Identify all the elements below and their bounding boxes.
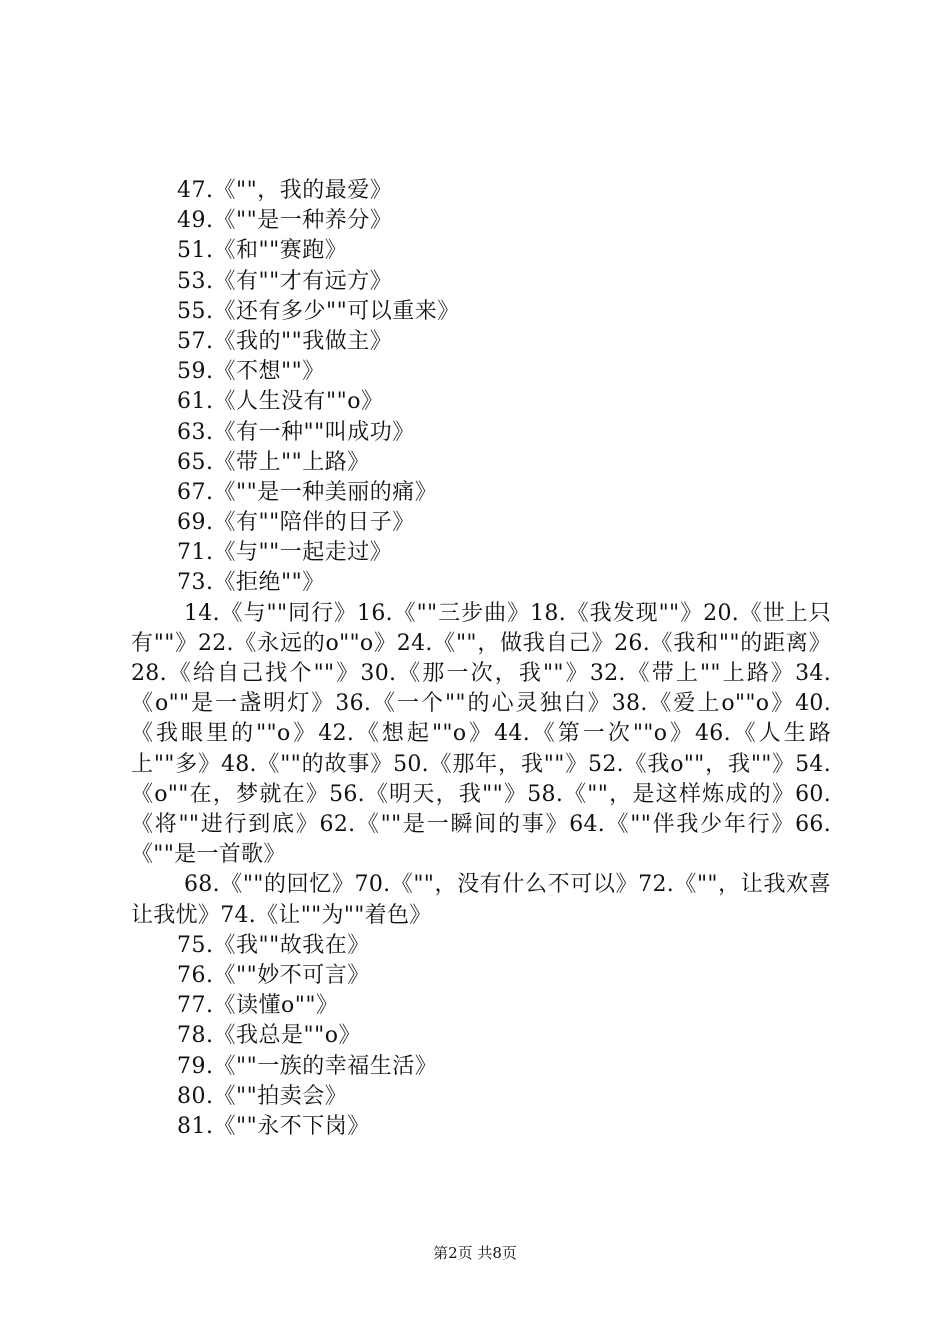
list-item: 47.《""，我的最爱》 (177, 178, 393, 203)
topic-list-top (131, 176, 831, 599)
list-item: 63.《有一种""叫成功》 (177, 419, 415, 445)
list-item: 69.《有""陪伴的日子》 (177, 510, 415, 536)
list-item: 78.《我总是""o》 (177, 1023, 361, 1049)
list-item: 49.《""是一种养分》 (177, 208, 393, 234)
topic-paragraph-2: 68.《""的回忆》70.《""，没有什么不可以》72.《""，让我欢喜让我忧》74.《让""为""着色》 (131, 872, 831, 928)
list-item: 51.《和""赛跑》 (177, 238, 348, 264)
list-item: 55.《还有多少""可以重来》 (177, 298, 460, 324)
list-item: 67.《""是一种美丽的痛》 (177, 479, 438, 505)
list-item: 65.《带上""上路》 (177, 449, 370, 475)
list-item: 80.《""拍卖会》 (177, 1083, 348, 1109)
page-footer: 第2页 共8页 (433, 1244, 517, 1262)
list-item: 57.《我的""我做主》 (177, 328, 393, 354)
list-item: 76.《""妙不可言》 (177, 963, 370, 989)
page-content (131, 176, 831, 1142)
topic-list-bottom (131, 931, 831, 1142)
list-item: 79.《""一族的幸福生活》 (177, 1053, 438, 1079)
list-item: 81.《""永不下岗》 (177, 1113, 370, 1139)
list-item: 77.《读懂o""》 (177, 993, 339, 1019)
topic-paragraph-1: 14.《与""同行》16.《""三步曲》18.《我发现""》20.《世上只有""》22.《永远的o""o》24.《""，做我自己》26.《我和""的距离》28.《给自己找个""》30.《那一次，我""》32.《带上""上路》34.《o""是一盏明灯》36.《一个""的心灵独白》38.《爱上o""o》40.《我眼里的""o》42.《想起""o》44.《第一次""o》46.《人生路上""多》48.《""的故事》50.《那年，我""》52.《我o""，我""》54.《o""在，梦就在》56.《明天，我""》58.《""，是这样炼成的》60.《将""进行到底》62.《""是一瞬间的事》64.《""伴我少年行》66.《""是一首歌》 (131, 600, 831, 868)
list-item: 59.《不想""》 (177, 359, 325, 385)
list-item: 71.《与""一起走过》 (177, 540, 393, 566)
list-item: 73.《拒绝""》 (177, 570, 325, 596)
list-item: 53.《有""才有远方》 (177, 268, 393, 294)
list-item: 61.《人生没有""o》 (177, 389, 384, 415)
list-item: 75.《我""故我在》 (177, 932, 370, 958)
